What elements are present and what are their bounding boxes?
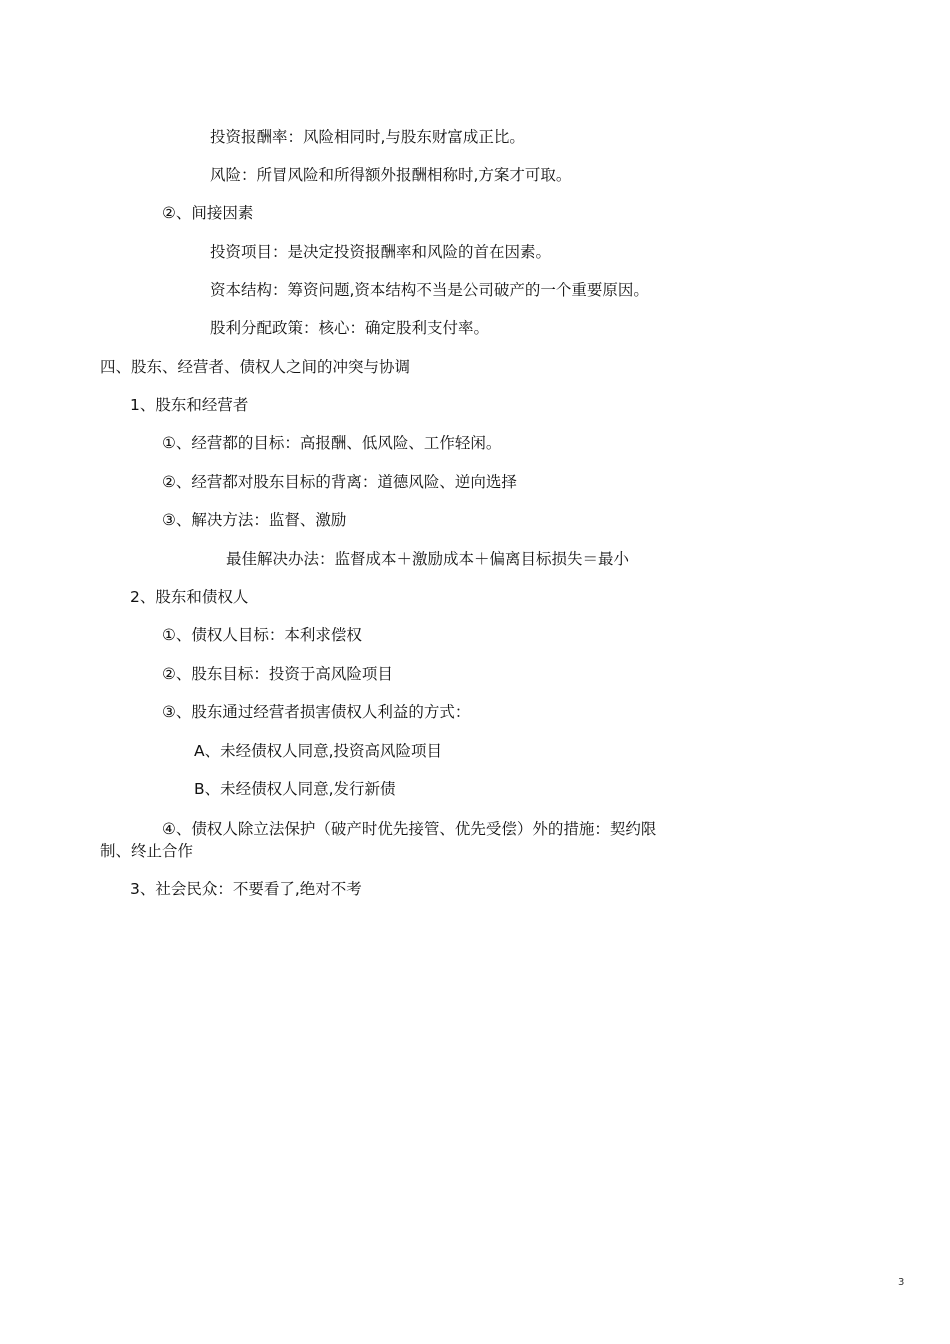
text-line: B、未经债权人同意,发行新债 xyxy=(194,780,396,798)
text-line: 风险：所冒风险和所得额外报酬相称时,方案才可取。 xyxy=(210,166,572,184)
text-line: 投资报酬率：风险相同时,与股东财富成正比。 xyxy=(210,128,525,146)
text-line: ③、股东通过经营者损害债权人利益的方式： xyxy=(162,703,471,721)
text-line: 制、终止合作 xyxy=(100,842,194,860)
text-line: A、未经债权人同意,投资高风险项目 xyxy=(194,742,443,760)
text-line: 股利分配政策：核心：确定股利支付率。 xyxy=(210,319,490,337)
text-line: 最佳解决办法：监督成本＋激励成本＋偏离目标损失＝最小 xyxy=(226,550,630,568)
page-number: 3 xyxy=(898,1277,905,1288)
text-line: ①、经营都的目标：高报酬、低风险、工作轻闲。 xyxy=(162,434,502,452)
subsection-heading: 3、社会民众：不要看了,绝对不考 xyxy=(130,880,362,898)
text-line: ②、间接因素 xyxy=(162,204,254,222)
section-heading: 四、股东、经营者、债权人之间的冲突与协调 xyxy=(100,358,411,376)
text-line: ③、解决方法：监督、激励 xyxy=(162,511,347,529)
text-line: ②、股东目标：投资于高风险项目 xyxy=(162,665,393,683)
text-line: 投资项目：是决定投资报酬率和风险的首在因素。 xyxy=(210,243,552,261)
text-line: ①、债权人目标：本利求偿权 xyxy=(162,626,362,644)
text-line: ②、经营都对股东目标的背离：道德风险、逆向选择 xyxy=(162,473,517,491)
subsection-heading: 2、股东和债权人 xyxy=(130,588,249,606)
text-line: ④、债权人除立法保护（破产时优先接管、优先受偿）外的措施：契约限 xyxy=(162,820,657,838)
subsection-heading: 1、股东和经营者 xyxy=(130,396,249,414)
text-line: 资本结构：筹资问题,资本结构不当是公司破产的一个重要原因。 xyxy=(210,281,649,299)
